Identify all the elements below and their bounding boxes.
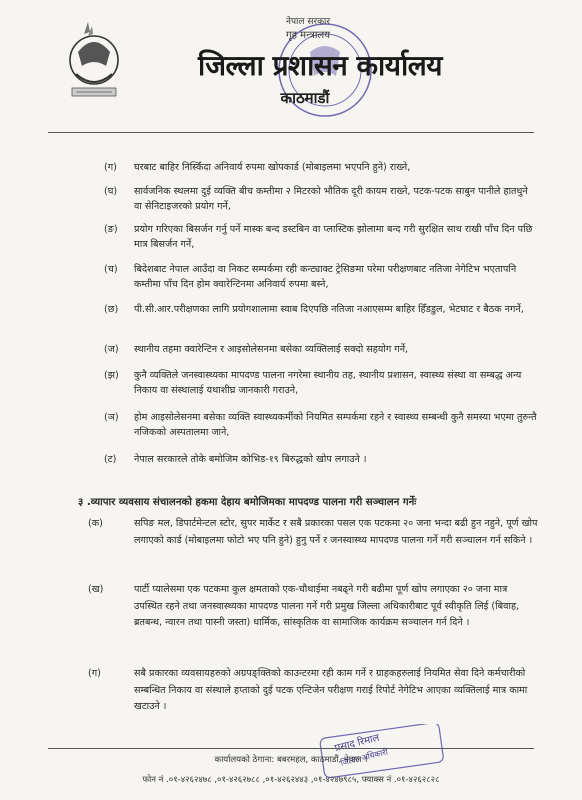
signatory-title: जिल्ला अधिकारी	[339, 747, 389, 768]
item-label: (ङ)	[104, 224, 118, 235]
government-name: नेपाल सरकार	[285, 17, 331, 27]
signatory-name: प्रसाद रिमाल	[333, 732, 381, 755]
footer-phone: फोन नं .०१-४२६२४७८ ,०१-४२६२७८८ ,०१-४२६२४४३ ,०१-४२४७९८५, फ्याक्स नं .०१-४२६२८२८	[142, 775, 440, 785]
item-label: (ग)	[88, 668, 101, 679]
item-text: कुनै व्यक्तिले जनस्वास्थ्यका मापदण्ड पालना नगरेमा स्थानीय तह, स्थानीय प्रशासन, स्वास्थ्य संस्था वा सम्बद्ध अन्य निकाय वा संस्थालाई यथाशीघ्र जानकारी गराउने,	[134, 370, 522, 396]
item-text: सार्वजनिक स्थलमा दुई व्यक्ति बीच कम्तीमा २ मिटरको भौतिक दूरी कायम राख्ने, पटक-पटक साबुन पानीले हातधुने वा सेनिटाइजरको प्रयोग गर्ने,	[134, 186, 528, 212]
item-text: पी.सी.आर.परीक्षणका लागि प्रयोगशालामा स्वाब दिएपछि नतिजा नआएसम्म बाहिर हिँडडुल, भेटघाट र बैठक नगर्ने,	[134, 304, 524, 315]
district-name: काठमाडौं	[280, 89, 330, 107]
item-text: होम आइसोलेसनमा बसेका व्यक्ति स्वास्थ्यकर्मीको नियमित सम्पर्कमा रहने र स्वास्थ्य सम्बन्धी कुनै समस्या भएमा तुरुन्तै नजिकको अस्पतालमा जाने,	[134, 412, 537, 438]
item-label: (ख)	[88, 584, 104, 595]
footer-address: कार्यालयको ठेगाना: बबरमहल, काठमाडौं, नेपाल ।	[214, 755, 368, 765]
item-text: पार्टी प्यालेसमा एक पटकमा कुल क्षमताको एक-चौथाईमा नबढ्ने गरी बढीमा पूर्ण खोप लगाएका २० जना मात्र उपस्थित रहने तथा जनस्वास्थ्यका मापदण्ड पालना गर्ने गरी प्रमुख जिल्ला अधिकारीबाट पूर्व स्वीकृति लिई (बिवाह, ब्रतबन्ध, न्वारन तथा पास्नी जस्ता) धार्मिक, सांस्कृतिक वा सामाजिक कार्यक्रम सञ्चालन गर्न दिने ।	[134, 584, 520, 628]
item-label: (च)	[104, 264, 118, 275]
item-label: (ञ)	[104, 412, 119, 423]
item-text: घरबाट बाहिर निस्किँदा अनिवार्य रुपमा खोपकार्ड (मोबाइलमा भएपनि हुने) राख्ने,	[134, 162, 411, 173]
section-heading: ३ .व्यापार व्यवसाय संचालनको हकमा देहाय बमोजिमका मापदण्ड पालना गरी सञ्चालन गर्नेः	[78, 497, 417, 508]
item-text: स्थानीय तहमा क्वारेन्टिन र आइसोलेसनमा बसेका व्यक्तिलाई सक्दो सहयोग गर्ने,	[134, 344, 409, 355]
office-title: जिल्ला प्रशासन कार्यालय	[197, 49, 443, 82]
item-text: नेपाल सरकारले तोके बमोजिम कोभिड-१९ बिरुद्धको खोप लगाउने ।	[134, 454, 367, 465]
nepal-emblem-icon	[62, 16, 126, 106]
item-label: (छ)	[104, 304, 119, 315]
item-label: (ज)	[104, 344, 119, 355]
item-text: सबै प्रकारका व्यवसायहरुको अग्रपङ्क्तिको काउन्टरमा रही काम गर्ने र ग्राहकहरुलाई नियमित सेवा दिने कर्मचारीको सम्बन्धित निकाय वा संस्थाले हप्ताको दुई पटक एन्टिजेन परीक्षण गराई रिपोर्ट नेगेटिभ आएका व्यक्तिलाई मात्र कामा खटाउने ।	[134, 668, 528, 712]
item-text: प्रयोग गरिएका बिसर्जन गर्नु पर्ने मास्क बन्द डस्टबिन वा प्लास्टिक झोलामा बन्द गरी सुरक्षित साथ राखी पाँच दिन पछि मात्र बिसर्जन गर्ने,	[134, 224, 533, 250]
item-label: (ट)	[104, 454, 117, 465]
ministry-name: गृह मन्त्रालय	[285, 30, 331, 41]
item-label: (क)	[88, 518, 103, 529]
item-text: सपिङ मल, डिपार्टमेन्टल स्टोर, सुपर मार्केट र सबै प्रकारका पसल एक पटकमा २० जना भन्दा बढी हुन नहुने, पूर्ण खोप लगाएको कार्ड (मोबाइलमा फोटो भए पनि हुने) हुनु पर्ने र जनस्वास्थ्य मापदण्ड पालना गर्ने गरी सञ्चालन गर्न सकिने ।	[134, 518, 538, 546]
footer-divider	[48, 748, 534, 749]
item-label: (ग)	[104, 162, 117, 173]
item-text: बिदेशबाट नेपाल आउँदा वा निकट सम्पर्कमा रही कन्ट्याक्ट ट्रेसिङमा परेमा परीक्षणबाट नतिजा नेगेटिभ भएतापनि कम्तीमा पाँच दिन होम क्वारेन्टिनमा अनिवार्य रुपमा बस्ने,	[134, 264, 517, 290]
header-divider	[48, 132, 534, 133]
item-label: (घ)	[104, 186, 118, 197]
item-label: (झ)	[104, 370, 119, 381]
